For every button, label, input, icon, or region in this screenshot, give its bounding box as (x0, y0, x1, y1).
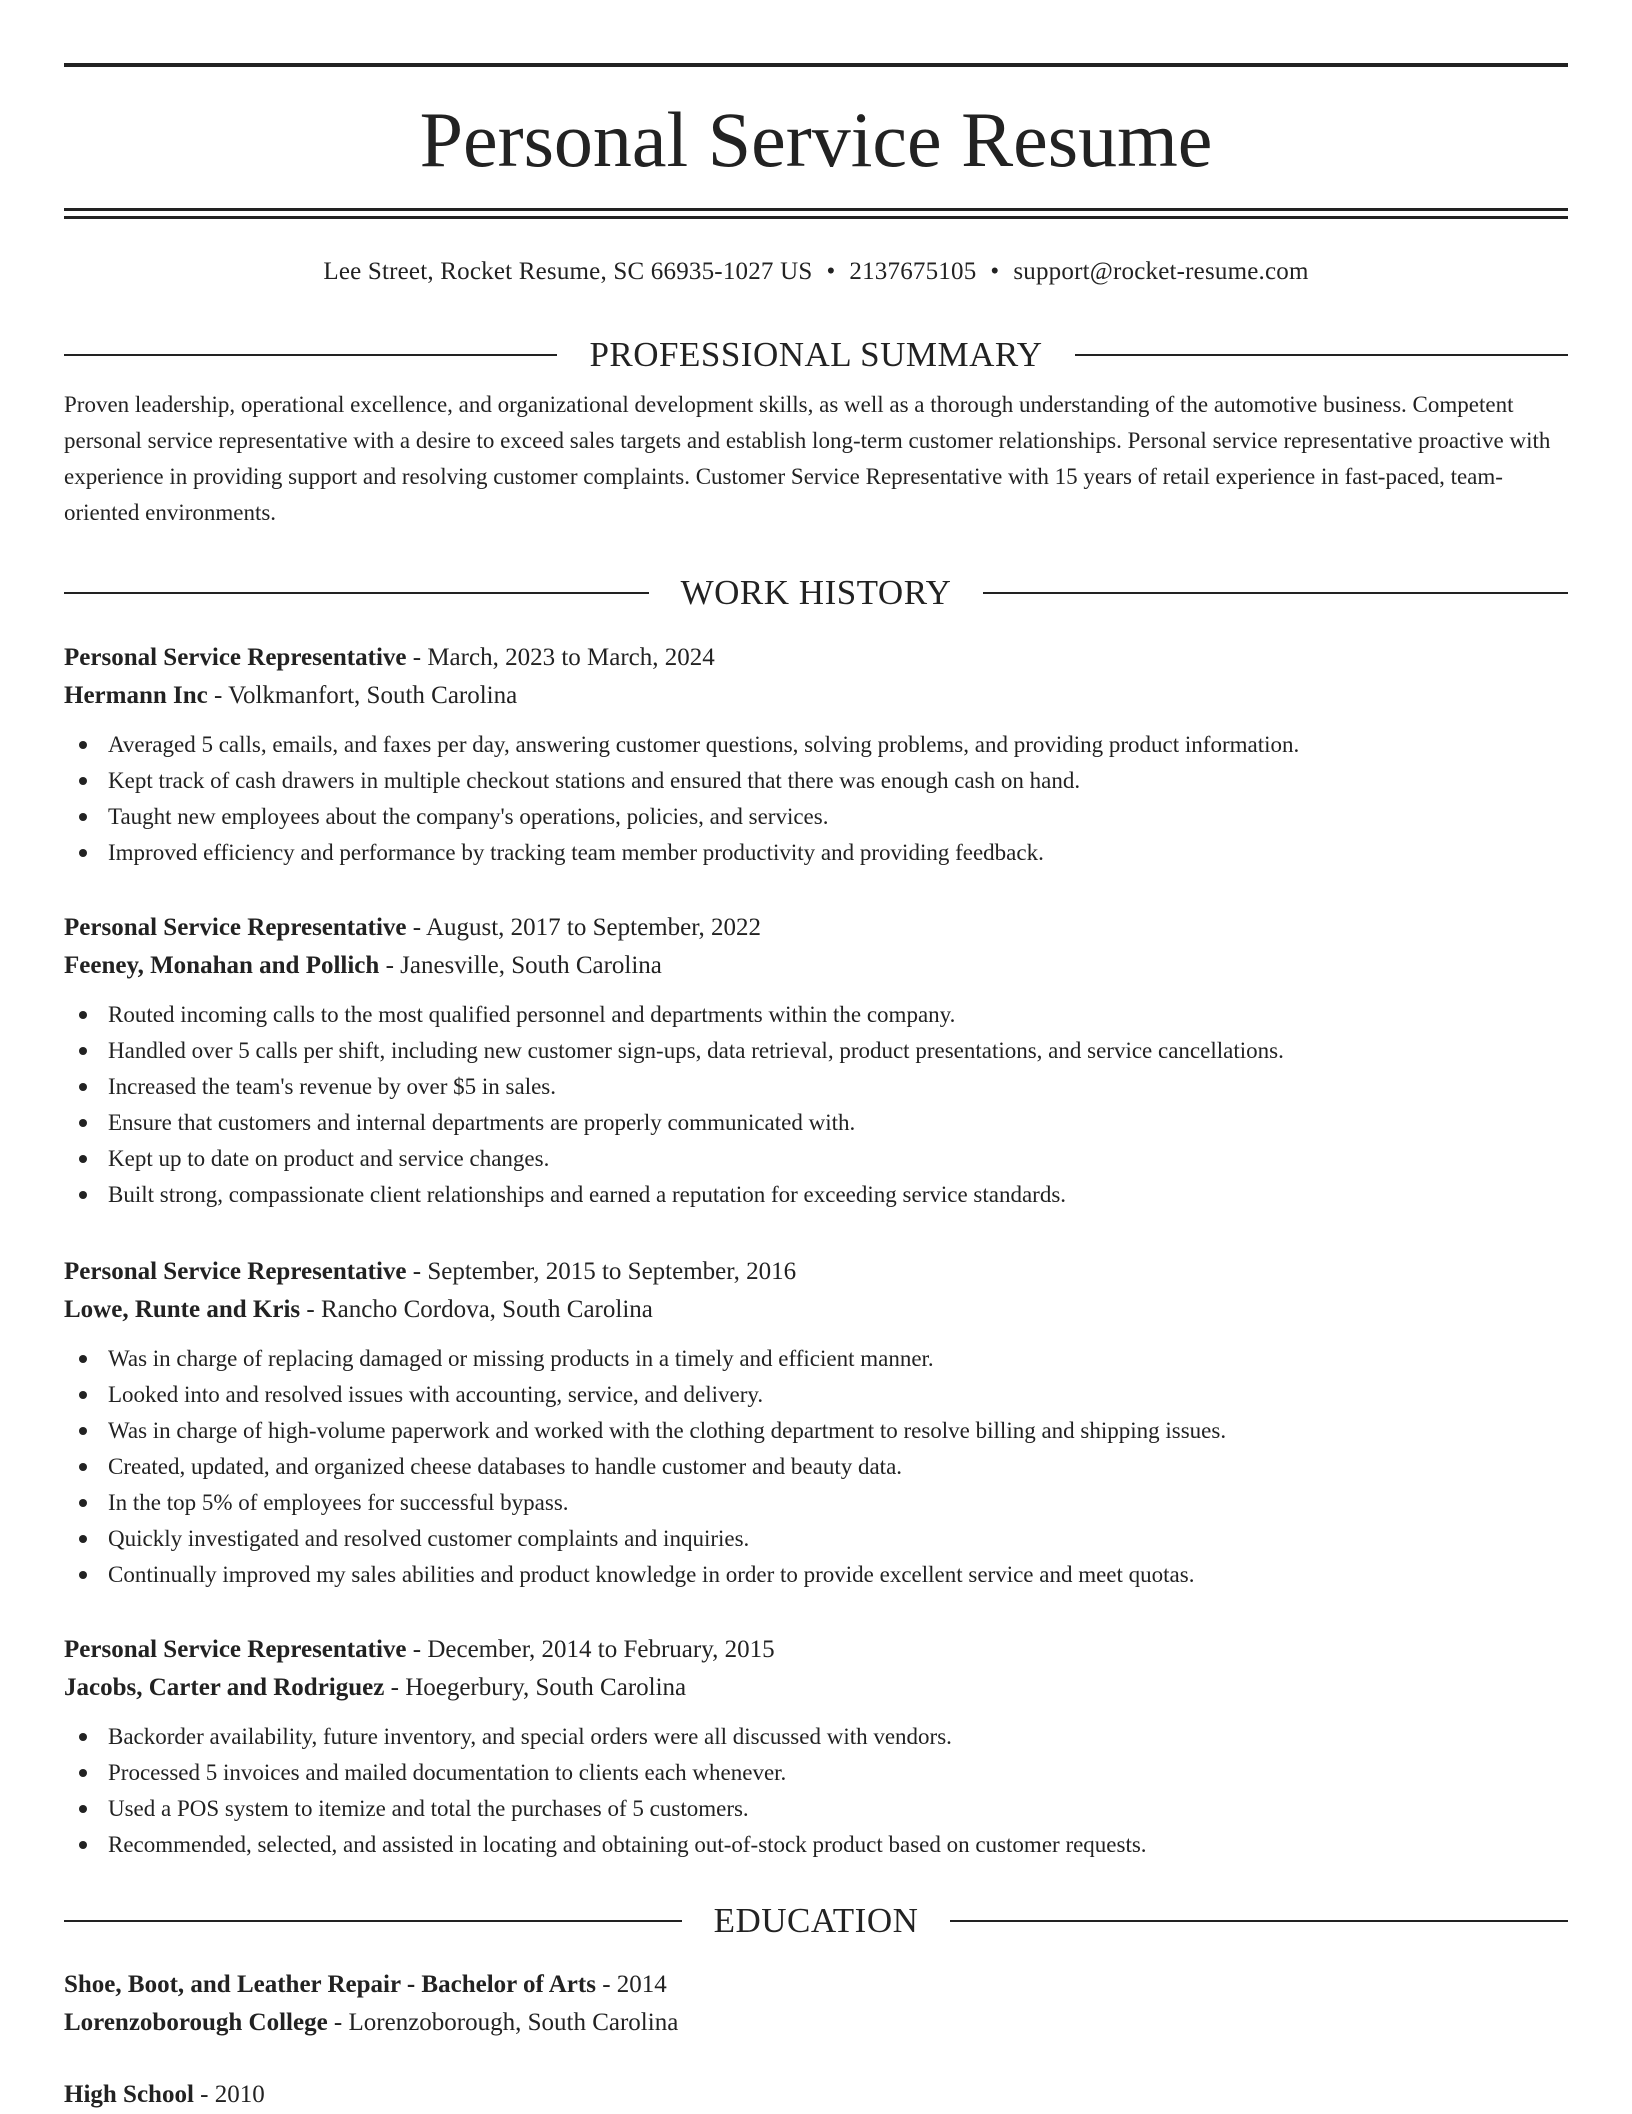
page-title: Personal Service Resume (419, 96, 1213, 183)
dash: - (384, 1674, 406, 1701)
dash: - (406, 644, 428, 671)
education-heading-block (64, 1899, 1568, 1943)
bullet-text: Quickly investigated and resolved customer complaints and inquiries. (108, 1526, 750, 1551)
bullet-icon (79, 1155, 87, 1163)
list-item (64, 835, 1568, 871)
job-company: Jacobs, Carter and Rodriguez (64, 1674, 385, 1701)
bullet-text: Averaged 5 calls, emails, and faxes per day, answering customer questions, solving problems, and providing product information. (108, 732, 1300, 757)
bullet-icon (79, 1427, 87, 1435)
education-degree-line (64, 2076, 1568, 2114)
contact-line (64, 255, 1568, 289)
list-item (64, 763, 1568, 799)
job-dates: August, 2017 to September, 2022 (425, 914, 762, 941)
list-item (64, 1141, 1568, 1177)
job-company-line (64, 1669, 1568, 1707)
education-year: 2014 (616, 1971, 667, 1998)
bullet-text: Continually improved my sales abilities and product knowledge in order to provide excellent service and meet quotas. (108, 1562, 1195, 1587)
job-location: Rancho Cordova, South Carolina (320, 1296, 653, 1323)
heading-rule-left (64, 592, 649, 594)
bullet-text: Handled over 5 calls per shift, including new customer sign-ups, data retrieval, product presentations, and service cancellations. (108, 1038, 1284, 1063)
job-title: Personal Service Representative (64, 914, 407, 941)
bullet-icon (79, 813, 87, 821)
bullet-icon (79, 1571, 87, 1579)
dash: - (406, 1258, 428, 1285)
education-heading-label: EDUCATION (713, 1901, 919, 1940)
job-location: Hoegerbury, South Carolina (405, 1674, 687, 1701)
job-title: Personal Service Representative (64, 1258, 407, 1285)
dash: - (193, 2081, 215, 2108)
job-company: Feeney, Monahan and Pollich (64, 952, 380, 979)
bullet-icon (79, 777, 87, 785)
list-item (64, 1719, 1568, 1755)
list-item (64, 1521, 1568, 1557)
summary-text: Proven leadership, operational excellence, and organizational development skills, as well as a thorough understanding of the automotive business. Competent personal service representative with a desire to exceed sales targets and establish long-term customer relationships. Personal service representative proactive with experience in providing support and resolving customer complaints. Customer Service Representative with 15 years of retail experience in fast-paced, team-oriented environments. (64, 392, 1551, 525)
work-history-heading (64, 571, 1568, 615)
bullet-icon (79, 1355, 87, 1363)
bullet-icon (79, 1805, 87, 1813)
dash: - (300, 1296, 321, 1323)
list-item (64, 1341, 1568, 1377)
bullet-icon (79, 1499, 87, 1507)
list-item (64, 1755, 1568, 1791)
list-item (64, 1827, 1568, 1863)
education-degree-line (64, 1966, 1568, 2004)
job-title-line (64, 1631, 1568, 1669)
job-title: Personal Service Representative (64, 644, 407, 671)
list-item (64, 1449, 1568, 1485)
contact-phone: 2137675105 (849, 258, 977, 285)
bullet-text: Recommended, selected, and assisted in locating and obtaining out-of-stock product based on customer requests. (108, 1832, 1147, 1857)
list-item (64, 1485, 1568, 1521)
heading-rule-right (983, 592, 1568, 594)
dash: - (379, 952, 401, 979)
bullet-icon (79, 1083, 87, 1091)
heading-rule-right (1075, 354, 1568, 356)
education-heading (64, 1899, 1568, 1943)
education-year: 2010 (214, 2081, 265, 2108)
dash: - (207, 682, 229, 709)
job-dates: December, 2014 to February, 2015 (427, 1636, 775, 1663)
heading-rule-right (950, 1920, 1568, 1922)
bullet-text: Built strong, compassionate client relationships and earned a reputation for exceeding service standards. (108, 1182, 1067, 1207)
list-item (64, 1413, 1568, 1449)
bullet-icon (79, 1841, 87, 1849)
list-item (64, 997, 1568, 1033)
job-bullets (64, 1719, 1568, 1863)
title-rule-upper (64, 208, 1568, 211)
job-entry (64, 1253, 1568, 1593)
list-item (64, 1033, 1568, 1069)
dash: - (595, 1971, 617, 1998)
bullet-icon (79, 1733, 87, 1741)
dash: - (406, 914, 426, 941)
bullet-text: Ensure that customers and internal departments are properly communicated with. (108, 1110, 856, 1135)
bullet-icon (79, 1769, 87, 1777)
job-entry (64, 909, 1568, 1213)
education-degree: Shoe, Boot, and Leather Repair - Bachelor of Arts (64, 1971, 596, 1998)
bullet-icon (79, 1047, 87, 1055)
contact-separator: • (826, 258, 836, 285)
job-entry (64, 639, 1568, 871)
job-dates: September, 2015 to September, 2016 (427, 1258, 797, 1285)
bullet-icon (79, 1119, 87, 1127)
contact-separator: • (990, 258, 1000, 285)
contact-email: support@rocket-resume.com (1013, 258, 1309, 285)
job-bullets (64, 727, 1568, 871)
bullet-text: Routed incoming calls to the most qualified personnel and departments within the company. (108, 1002, 956, 1027)
contact-address: Lee Street, Rocket Resume, SC 66935-1027 US (323, 258, 813, 285)
job-company: Lowe, Runte and Kris (64, 1296, 301, 1323)
list-item (64, 1377, 1568, 1413)
education-entry (64, 2076, 1568, 2114)
list-item (64, 1557, 1568, 1593)
bullet-text: Processed 5 invoices and mailed documentation to clients each whenever. (108, 1760, 787, 1785)
education-school: Lorenzoborough College (64, 2009, 328, 2036)
bullet-text: Kept track of cash drawers in multiple checkout stations and ensured that there was enough cash on hand. (108, 768, 1081, 793)
bullet-text: Kept up to date on product and service changes. (108, 1146, 550, 1171)
bullet-icon (79, 1191, 87, 1199)
dash: - (327, 2009, 349, 2036)
job-dates: March, 2023 to March, 2024 (427, 644, 715, 671)
list-item (64, 1105, 1568, 1141)
job-location: Volkmanfort, South Carolina (228, 682, 518, 709)
bullet-text: Created, updated, and organized cheese databases to handle customer and beauty data. (108, 1454, 903, 1479)
heading-rule-left (64, 354, 557, 356)
education-location: Lorenzoborough, South Carolina (348, 2009, 679, 2036)
bullet-icon (79, 1535, 87, 1543)
list-item (64, 1791, 1568, 1827)
summary-heading (64, 333, 1568, 377)
list-item (64, 1069, 1568, 1105)
top-rule (64, 63, 1568, 67)
bullet-icon (79, 1391, 87, 1399)
bullet-text: Improved efficiency and performance by tracking team member productivity and providing feedback. (108, 840, 1044, 865)
education-degree: High School (64, 2081, 194, 2108)
list-item (64, 1177, 1568, 1213)
bullet-text: Taught new employees about the company's operations, policies, and services. (108, 804, 829, 829)
job-title: Personal Service Representative (64, 1636, 407, 1663)
job-company: Hermann Inc (64, 682, 208, 709)
job-title-line (64, 1253, 1568, 1291)
summary-heading-label: PROFESSIONAL SUMMARY (589, 335, 1043, 374)
bullet-icon (79, 849, 87, 857)
list-item (64, 799, 1568, 835)
heading-rule-left (64, 1920, 682, 1922)
job-location: Janesville, South Carolina (400, 952, 662, 979)
bullet-icon (79, 1463, 87, 1471)
education-school-line (64, 2004, 1568, 2042)
bullet-icon (79, 1011, 87, 1019)
work-history-heading-block (64, 571, 1568, 615)
education-entry (64, 1966, 1568, 2042)
job-company-line (64, 947, 1568, 985)
summary-section (64, 333, 1568, 531)
list-item (64, 727, 1568, 763)
job-company-line (64, 677, 1568, 715)
bullet-text: Increased the team's revenue by over $5 in sales. (108, 1074, 556, 1099)
bullet-text: Used a POS system to itemize and total the purchases of 5 customers. (108, 1796, 749, 1821)
bullet-text: Looked into and resolved issues with accounting, service, and delivery. (108, 1382, 764, 1407)
dash: - (406, 1636, 428, 1663)
bullet-text: Backorder availability, future inventory, and special orders were all discussed with vendors. (108, 1724, 952, 1749)
bullet-icon (79, 741, 87, 749)
bullet-text: Was in charge of replacing damaged or missing products in a timely and efficient manner. (108, 1346, 934, 1371)
job-company-line (64, 1291, 1568, 1329)
job-bullets (64, 1341, 1568, 1593)
job-title-line (64, 909, 1568, 947)
job-title-line (64, 639, 1568, 677)
title-rule-lower (64, 216, 1568, 219)
work-history-heading-label: WORK HISTORY (680, 573, 952, 612)
bullet-text: Was in charge of high-volume paperwork and worked with the clothing department to resolve billing and shipping issues. (108, 1418, 1227, 1443)
job-entry (64, 1631, 1568, 1863)
bullet-text: In the top 5% of employees for successful bypass. (108, 1490, 569, 1515)
job-bullets (64, 997, 1568, 1213)
